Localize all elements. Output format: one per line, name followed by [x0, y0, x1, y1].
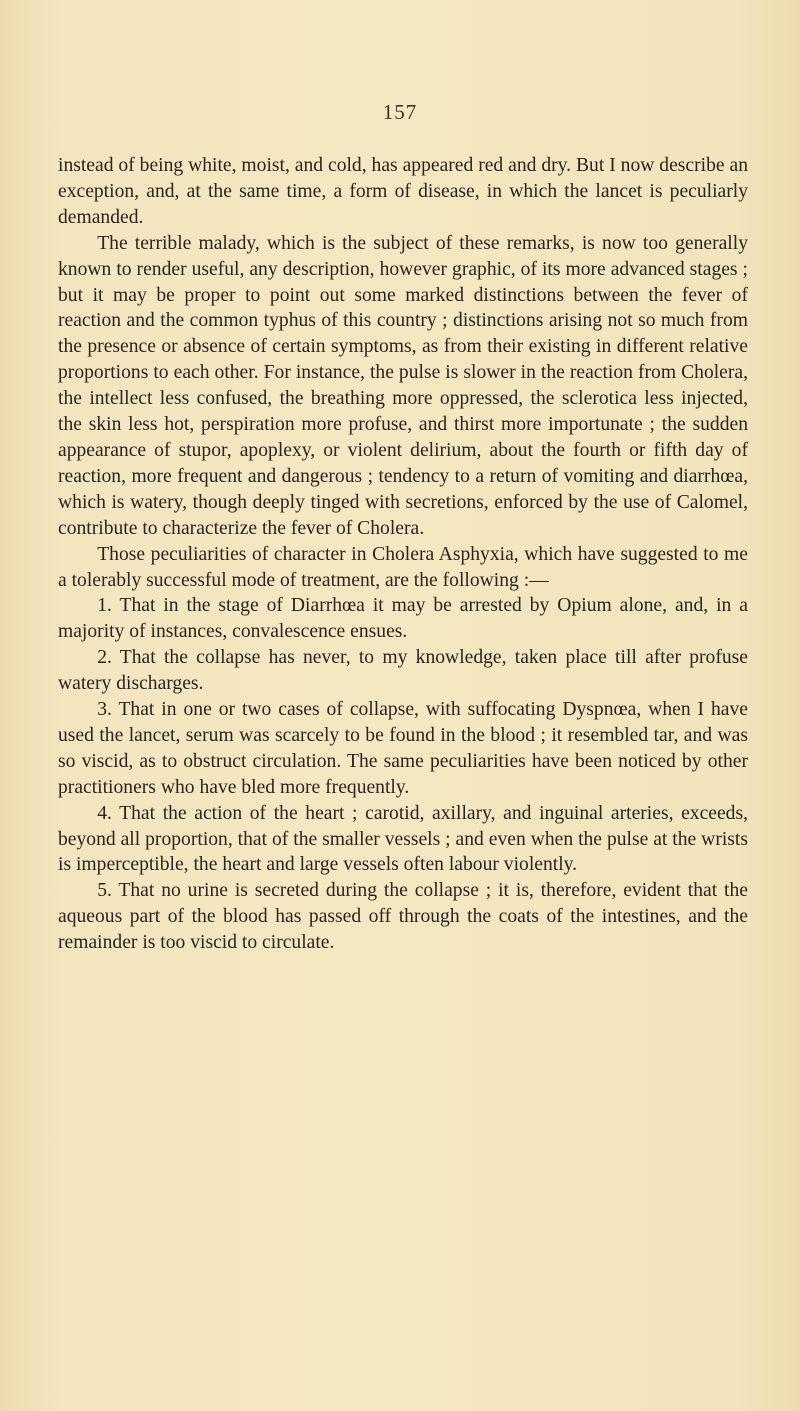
list-item-2: 2. That the collapse has never, to my knowledge, taken place till after profuse watery discharges. [58, 647, 748, 695]
paragraph-peculiarities-intro: Those peculiarities of character in Cholera Asphyxia, which have suggested to me a tolerably successful mode of treatment, are the following :— [58, 543, 748, 591]
list-item-1: 1. That in the stage of Diarrhœa it may be arrested by Opium alone, and, in a majority of instances, convalescence ensues. [58, 595, 748, 643]
list-item-4: 4. That the action of the heart ; carotid, axillary, and inguinal arteries, exceeds, beyond all proportion, that of the smaller vessels ; and even when the pulse at the wrists is imperceptible, the heart and large vessels often labour violently. [58, 802, 748, 876]
list-item-3: 3. That in one or two cases of collapse, with suffocating Dyspnœa, when I have used the lancet, serum was scarcely to be found in the blood ; it resembled tar, and was so viscid, as to obstruct circulation. The same peculiarities have been noticed by other practitioners who have bled more frequently. [58, 699, 748, 798]
paragraph-distinctions: The terrible malady, which is the subject of these remarks, is now too generally known to render useful, any description, however graphic, of its more advanced stages ; but it may be proper to point out some marked distinctions between the fever of reaction and the common typhus of this country ; distinctions arising not so much from the presence or absence of certain symptoms, as from their existing in different relative proportions to each other. For instance, the pulse is slower in the reaction from Cholera, the intellect less confused, the breathing more oppressed, the sclerotica less injected, the skin less hot, perspiration more profuse, and thirst more importunate ; the sudden appearance of stupor, apoplexy, or violent delirium, about the fourth or fifth day of reaction, more frequent and dangerous ; tendency to a return of vomiting and diarrhœa, which is watery, though deeply tinged with secretions, enforced by the use of Calomel, contribute to characterize the fever of Cholera. [58, 232, 748, 539]
list-item-5: 5. That no urine is secreted during the collapse ; it is, therefore, evident that the aqueous part of the blood has passed off through the coats of the intestines, and the remainder is too viscid to circulate. [58, 880, 748, 954]
paragraph-continuation: instead of being white, moist, and cold, has appeared red and dry. But I now describe an exception, and, at the same time, a form of disease, in which the lancet is peculiarly demanded. [58, 155, 748, 228]
body-text [58, 153, 748, 956]
page-number: 157 [382, 100, 418, 124]
